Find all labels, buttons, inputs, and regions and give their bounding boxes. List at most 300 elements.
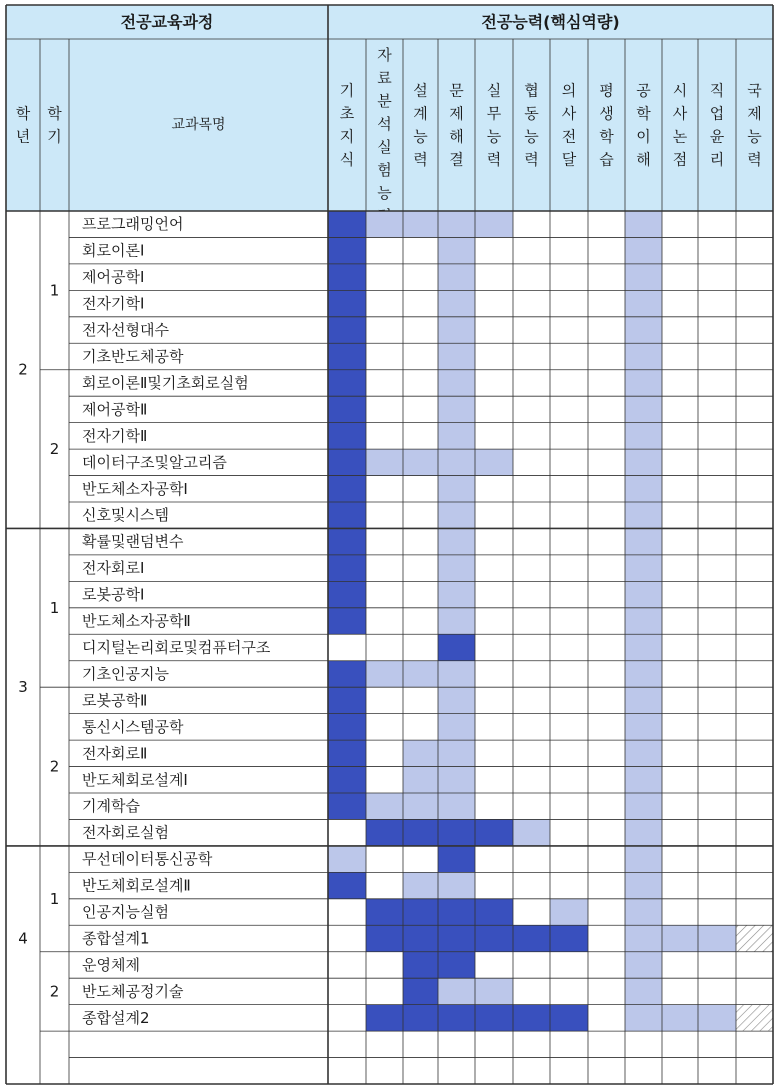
curriculum-title: 전공교육과정 (120, 12, 214, 32)
competency-cell (366, 925, 403, 951)
competency-cell (550, 978, 588, 1004)
competency-cell (475, 555, 513, 581)
competency-cell (475, 370, 513, 396)
competency-cell (588, 476, 625, 502)
course-name: 반도체회로설계Ⅱ (82, 876, 191, 895)
competency-header-char: 국 (747, 81, 762, 100)
competency-header-char: 능 (486, 127, 502, 146)
competency-cell (513, 264, 550, 290)
competency-cell (366, 978, 403, 1004)
competency-cell (625, 714, 662, 740)
year-label: 3 (18, 678, 28, 697)
competency-cell (588, 1005, 625, 1031)
competency-cell (328, 423, 366, 449)
competency-cell (438, 237, 475, 263)
competency-cell (698, 528, 736, 554)
competency-header-char: 력 (747, 150, 762, 169)
competency-cell (698, 952, 736, 978)
competency-cell (588, 237, 625, 263)
competency-cell (736, 581, 773, 607)
competency-cell (475, 608, 513, 634)
competency-cell (736, 1005, 773, 1031)
competency-cell (403, 449, 438, 475)
competency-cell (698, 555, 736, 581)
competency-cell (550, 687, 588, 713)
competency-cell (662, 211, 698, 237)
competency-cell (588, 423, 625, 449)
competency-cell (475, 714, 513, 740)
competency-cell (625, 476, 662, 502)
competency-cell (328, 740, 366, 766)
competency-cell (662, 740, 698, 766)
competency-cell (403, 581, 438, 607)
competency-cell (736, 555, 773, 581)
competency-cell (698, 290, 736, 316)
competency-cell (403, 343, 438, 369)
competency-header-char: 력 (524, 150, 539, 169)
course-name: 프로그래밍언어 (82, 215, 184, 234)
course-name: 전자기학Ⅱ (82, 426, 148, 445)
competency-cell (438, 740, 475, 766)
year-header-char: 년 (15, 127, 31, 146)
competency-cell (366, 952, 403, 978)
competency-cell (328, 1005, 366, 1031)
competency-cell (366, 793, 403, 819)
semester-label: 1 (49, 281, 60, 300)
competency-cell (736, 264, 773, 290)
competency-cell (438, 846, 475, 872)
competency-cell (328, 899, 366, 925)
competency-cell (403, 740, 438, 766)
competency-cell (475, 237, 513, 263)
competency-cell (588, 581, 625, 607)
competency-cell (513, 608, 550, 634)
competency-cell (366, 608, 403, 634)
competency-cell (403, 846, 438, 872)
competency-cell (513, 872, 550, 898)
competency-cell (475, 872, 513, 898)
competency-title: 전공능력(핵심역량) (481, 12, 620, 32)
competency-cell (588, 952, 625, 978)
competency-header-char: 사 (561, 104, 577, 123)
competency-cell (328, 634, 366, 660)
course-name: 반도체소자공학Ⅰ (82, 479, 188, 498)
competency-header-char: 초 (339, 104, 355, 123)
competency-cell (328, 237, 366, 263)
competency-cell (513, 237, 550, 263)
competency-cell (588, 370, 625, 396)
competency-cell (403, 608, 438, 634)
competency-cell (513, 370, 550, 396)
competency-cell (366, 237, 403, 263)
competency-header-char: 기 (339, 81, 355, 100)
course-name: 반도체소자공학Ⅱ (82, 612, 191, 631)
competency-cell (662, 687, 698, 713)
competency-cell (513, 819, 550, 845)
semester-label: 1 (49, 889, 60, 908)
competency-cell (328, 846, 366, 872)
competency-cell (588, 555, 625, 581)
competency-header-char: 윤 (709, 127, 725, 146)
competency-cell (550, 370, 588, 396)
course-name: 전자회로Ⅱ (82, 744, 148, 763)
competency-cell (328, 476, 366, 502)
competency-cell (550, 423, 588, 449)
competency-cell (550, 846, 588, 872)
competency-cell (438, 767, 475, 793)
competency-cell (588, 449, 625, 475)
year-label: 4 (18, 929, 28, 948)
competency-cell (513, 925, 550, 951)
course-name: 제어공학Ⅰ (82, 268, 145, 287)
competency-cell (403, 819, 438, 845)
competency-cell (588, 978, 625, 1004)
competency-cell (736, 370, 773, 396)
semester-header-char: 기 (47, 127, 62, 146)
competency-cell (588, 819, 625, 845)
course-name: 디지털논리회로및컴퓨터구조 (82, 638, 271, 657)
competency-cell (736, 476, 773, 502)
competency-cell (366, 740, 403, 766)
course-name: 반도체공정기술 (82, 982, 184, 1001)
course-name: 전자기학Ⅰ (82, 294, 145, 313)
competency-cell (328, 555, 366, 581)
competency-cell (403, 264, 438, 290)
competency-cell (625, 978, 662, 1004)
competency-cell (550, 317, 588, 343)
competency-cell (513, 899, 550, 925)
competency-cell (513, 502, 550, 528)
competency-cell (328, 793, 366, 819)
competency-cell (588, 634, 625, 660)
competency-header-char: 해 (636, 150, 651, 169)
competency-cell (698, 661, 736, 687)
competency-cell (736, 528, 773, 554)
competency-cell (736, 978, 773, 1004)
competency-cell (366, 502, 403, 528)
competency-cell (513, 740, 550, 766)
competency-cell (328, 502, 366, 528)
competency-cell (366, 899, 403, 925)
competency-cell (698, 502, 736, 528)
competency-cell (588, 846, 625, 872)
competency-cell (736, 872, 773, 898)
competency-cell (475, 793, 513, 819)
competency-cell (550, 819, 588, 845)
competency-cell (662, 528, 698, 554)
competency-cell (736, 502, 773, 528)
competency-cell (736, 608, 773, 634)
competency-cell (475, 423, 513, 449)
competency-header-char: 논 (672, 127, 688, 146)
competency-cell (625, 687, 662, 713)
competency-header-char: 달 (561, 150, 577, 169)
competency-cell (736, 714, 773, 740)
competency-cell (588, 264, 625, 290)
competency-cell (698, 608, 736, 634)
competency-cell (438, 581, 475, 607)
competency-cell (328, 952, 366, 978)
competency-cell (698, 343, 736, 369)
competency-cell (513, 952, 550, 978)
course-name: 인공지능실험 (82, 903, 169, 922)
course-name: 회로이론Ⅱ및기초회로실험 (82, 373, 249, 392)
competency-cell (662, 502, 698, 528)
competency-cell (736, 952, 773, 978)
competency-cell (513, 714, 550, 740)
competency-cell (438, 555, 475, 581)
course-name: 종합설계1 (82, 929, 150, 948)
competency-cell (366, 687, 403, 713)
competency-cell (550, 476, 588, 502)
competency-cell (438, 211, 475, 237)
competency-header-char: 실 (486, 81, 502, 100)
competency-cell (438, 819, 475, 845)
competency-cell (475, 952, 513, 978)
competency-cell (328, 714, 366, 740)
competency-cell (513, 476, 550, 502)
competency-cell (625, 608, 662, 634)
competency-cell (366, 317, 403, 343)
competency-cell (438, 396, 475, 422)
competency-cell (662, 846, 698, 872)
semester-label: 2 (49, 982, 60, 1001)
competency-cell (328, 819, 366, 845)
competency-header-char: 학 (636, 104, 651, 123)
competency-cell (662, 555, 698, 581)
competency-cell (662, 819, 698, 845)
competency-cell (698, 714, 736, 740)
competency-cell (662, 872, 698, 898)
competency-cell (736, 846, 773, 872)
competency-cell (366, 767, 403, 793)
competency-cell (736, 740, 773, 766)
competency-header-char: 리 (709, 150, 725, 169)
competency-cell (550, 608, 588, 634)
competency-cell (475, 264, 513, 290)
semester-header-char: 학 (47, 104, 62, 123)
competency-cell (588, 872, 625, 898)
competency-cell (550, 661, 588, 687)
competency-cell (588, 899, 625, 925)
competency-cell (588, 343, 625, 369)
competency-cell (403, 396, 438, 422)
competency-cell (403, 211, 438, 237)
competency-header-char: 분 (377, 92, 392, 110)
competency-cell (736, 290, 773, 316)
competency-cell (625, 528, 662, 554)
competency-cell (438, 899, 475, 925)
competency-cell (328, 370, 366, 396)
competency-header-char: 동 (524, 104, 539, 123)
competency-cell (403, 237, 438, 263)
competency-cell (736, 899, 773, 925)
competency-cell (403, 714, 438, 740)
competency-header-char: 제 (449, 104, 464, 123)
competency-cell (662, 396, 698, 422)
competency-cell (366, 872, 403, 898)
competency-header-char: 료 (377, 69, 392, 87)
competency-cell (328, 264, 366, 290)
competency-cell (662, 581, 698, 607)
competency-cell (698, 264, 736, 290)
competency-cell (438, 290, 475, 316)
competency-cell (625, 370, 662, 396)
competency-cell (366, 714, 403, 740)
competency-cell (438, 661, 475, 687)
competency-cell (698, 978, 736, 1004)
competency-cell (403, 899, 438, 925)
competency-cell (698, 317, 736, 343)
competency-cell (698, 211, 736, 237)
competency-header-char: 능 (524, 127, 539, 146)
course-name: 기초인공지능 (82, 664, 169, 683)
competency-cell (662, 608, 698, 634)
competency-cell (550, 290, 588, 316)
competency-cell (366, 370, 403, 396)
competency-header-char: 점 (672, 150, 688, 169)
competency-cell (662, 714, 698, 740)
competency-cell (328, 767, 366, 793)
competency-cell (550, 925, 588, 951)
semester-label: 2 (49, 440, 60, 459)
competency-cell (328, 687, 366, 713)
competency-cell (550, 211, 588, 237)
competency-cell (625, 767, 662, 793)
competency-cell (475, 581, 513, 607)
competency-cell (625, 237, 662, 263)
competency-cell (328, 581, 366, 607)
competency-cell (625, 317, 662, 343)
course-name: 운영체제 (82, 955, 140, 974)
competency-header-char: 실 (377, 138, 392, 156)
competency-cell (662, 237, 698, 263)
competency-cell (662, 343, 698, 369)
course-name: 데이터구조및알고리즘 (82, 453, 227, 472)
competency-cell (438, 449, 475, 475)
course-name-header: 교과목명 (171, 117, 226, 133)
competency-cell (403, 555, 438, 581)
competency-cell (662, 264, 698, 290)
competency-cell (366, 846, 403, 872)
competency-cell (550, 767, 588, 793)
competency-cell (403, 634, 438, 660)
competency-cell (698, 925, 736, 951)
competency-cell (475, 449, 513, 475)
competency-header-char: 해 (449, 127, 464, 146)
course-name: 반도체회로설계Ⅰ (82, 770, 188, 789)
competency-cell (438, 634, 475, 660)
competency-cell (736, 819, 773, 845)
competency-cell (550, 528, 588, 554)
competency-cell (513, 581, 550, 607)
competency-cell (662, 899, 698, 925)
competency-cell (438, 687, 475, 713)
competency-cell (698, 793, 736, 819)
competency-cell (403, 290, 438, 316)
competency-cell (513, 846, 550, 872)
competency-cell (698, 819, 736, 845)
competency-cell (513, 423, 550, 449)
competency-cell (328, 396, 366, 422)
competency-cell (366, 555, 403, 581)
competency-cell (438, 423, 475, 449)
competency-cell (438, 502, 475, 528)
competency-header-char: 능 (747, 127, 762, 146)
course-name: 전자회로Ⅰ (82, 559, 145, 578)
competency-cell (588, 317, 625, 343)
semester-label: 2 (49, 757, 60, 776)
competency-cell (550, 396, 588, 422)
competency-cell (366, 449, 403, 475)
competency-cell (550, 502, 588, 528)
course-name: 로봇공학Ⅰ (82, 585, 145, 604)
competency-cell (475, 740, 513, 766)
course-name: 제어공학Ⅱ (82, 400, 148, 419)
competency-cell (625, 793, 662, 819)
competency-cell (588, 396, 625, 422)
competency-cell (328, 925, 366, 951)
competency-cell (513, 661, 550, 687)
competency-cell (438, 528, 475, 554)
competency-header-char: 능 (413, 127, 428, 146)
competency-cell (513, 211, 550, 237)
competency-cell (736, 793, 773, 819)
competency-cell (475, 343, 513, 369)
competency-cell (736, 317, 773, 343)
competency-cell (550, 555, 588, 581)
competency-cell (438, 714, 475, 740)
competency-header-char: 제 (747, 104, 762, 123)
competency-cell (403, 423, 438, 449)
competency-cell (588, 740, 625, 766)
competency-cell (625, 396, 662, 422)
competency-cell (328, 290, 366, 316)
competency-header-char: 학 (599, 127, 614, 146)
competency-cell (625, 846, 662, 872)
competency-cell (550, 634, 588, 660)
competency-cell (475, 687, 513, 713)
competency-cell (438, 264, 475, 290)
competency-cell (698, 767, 736, 793)
competency-cell (550, 714, 588, 740)
competency-cell (475, 846, 513, 872)
competency-header-char: 력 (486, 150, 502, 169)
competency-cell (698, 476, 736, 502)
competency-cell (662, 290, 698, 316)
competency-cell (475, 476, 513, 502)
competency-header-char: 사 (672, 104, 688, 123)
competency-cell (588, 767, 625, 793)
competency-cell (366, 476, 403, 502)
competency-cell (736, 634, 773, 660)
competency-cell (513, 290, 550, 316)
competency-cell (736, 925, 773, 951)
competency-cell (403, 661, 438, 687)
competency-header-char: 습 (599, 150, 614, 169)
competency-cell (328, 608, 366, 634)
competency-cell (403, 317, 438, 343)
competency-cell (662, 370, 698, 396)
competency-cell (625, 952, 662, 978)
competency-cell (625, 502, 662, 528)
competency-header-char: 업 (709, 104, 725, 123)
competency-header-char: 무 (486, 104, 502, 123)
competency-cell (438, 925, 475, 951)
competency-cell (513, 317, 550, 343)
competency-cell (513, 396, 550, 422)
course-name: 기초반도체공학 (82, 347, 184, 366)
